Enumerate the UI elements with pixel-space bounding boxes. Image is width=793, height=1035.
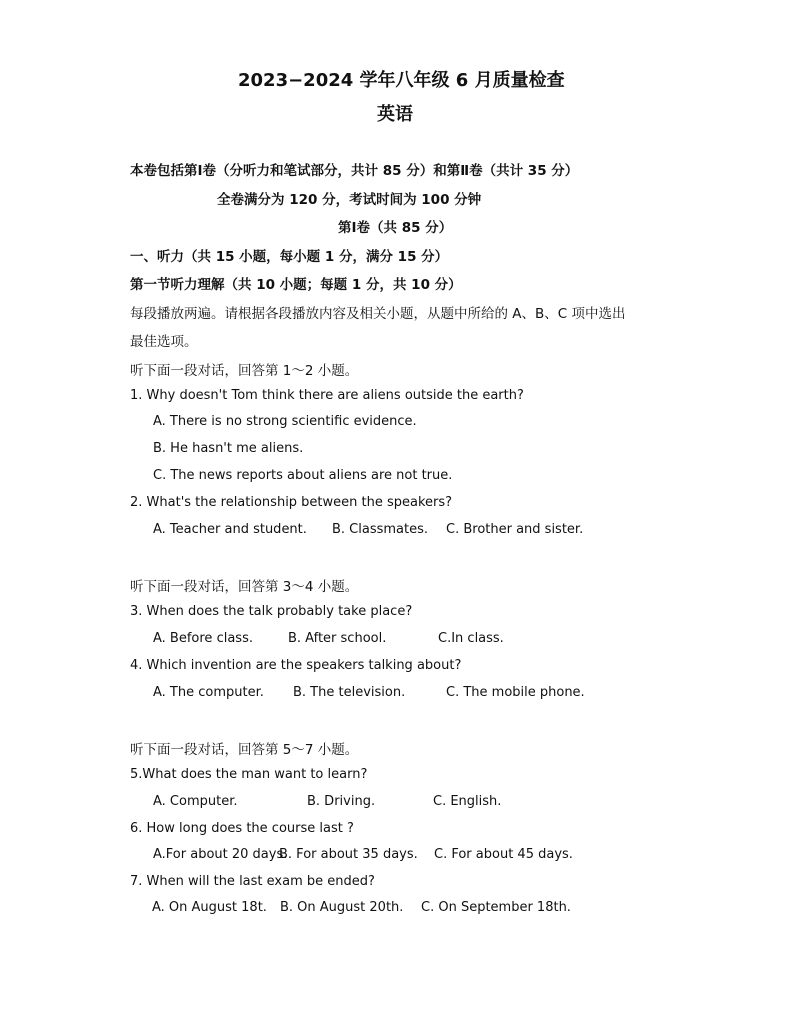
- part-1-heading: 第一节听力理解（共 10 小题；每题 1 分，共 10 分）: [130, 277, 462, 293]
- question-3-option-c: C.In class.: [438, 631, 504, 646]
- question-4-option-b: B. The television.: [293, 685, 406, 700]
- group-1-prompt: 听下面一段对话，回答第 1～2 小题。: [130, 363, 359, 379]
- question-1-option-a: A. There is no strong scientific evidence.: [153, 414, 417, 429]
- question-6-option-c: C. For about 45 days.: [434, 847, 573, 862]
- question-2-option-b: B. Classmates.: [332, 522, 429, 537]
- question-5: 5.What does the man want to learn?: [130, 767, 368, 782]
- instructions-line-2: 最佳选项。: [130, 334, 198, 350]
- question-1: 1. Why doesn't Tom think there are aliens outside the earth?: [130, 388, 524, 403]
- question-6-option-a: A.For about 20 days.: [153, 847, 288, 862]
- question-1-option-b: B. He hasn't me aliens.: [153, 441, 304, 456]
- question-3-option-a: A. Before class.: [153, 631, 253, 646]
- question-5-option-b: B. Driving.: [307, 794, 376, 809]
- question-6: 6. How long does the course last ?: [130, 821, 354, 836]
- group-3-prompt: 听下面一段对话，回答第 5～7 小题。: [130, 742, 359, 758]
- question-7-option-b: B. On August 20th.: [280, 900, 404, 915]
- question-2-option-c: C. Brother and sister.: [446, 522, 584, 537]
- question-2-option-a: A. Teacher and student.: [153, 522, 307, 537]
- question-5-option-c: C. English.: [433, 794, 502, 809]
- group-2-prompt: 听下面一段对话，回答第 3～4 小题。: [130, 579, 359, 595]
- subject-title: 英语: [377, 104, 413, 125]
- question-2: 2. What's the relationship between the speakers?: [130, 495, 453, 510]
- question-4: 4. Which invention are the speakers talking about?: [130, 658, 462, 673]
- question-3-option-b: B. After school.: [288, 631, 387, 646]
- question-6-option-b: B. For about 35 days.: [279, 847, 418, 862]
- intro-line-1: 本卷包括第Ⅰ卷（分听力和笔试部分，共计 85 分）和第Ⅱ卷（共计 35 分）: [130, 163, 579, 179]
- question-4-option-c: C. The mobile phone.: [446, 685, 585, 700]
- instructions-line-1: 每段播放两遍。请根据各段播放内容及相关小题，从题中所给的 A、B、C 项中选出: [130, 306, 626, 322]
- section-heading: 一、听力（共 15 小题，每小题 1 分，满分 15 分）: [130, 249, 449, 265]
- exam-title: 2023−2024 学年八年级 6 月质量检查: [238, 70, 565, 91]
- question-1-option-c: C. The news reports about aliens are not true.: [153, 468, 453, 483]
- question-7-option-c: C. On September 18th.: [421, 900, 571, 915]
- question-5-option-a: A. Computer.: [153, 794, 238, 809]
- volume-1-heading: 第Ⅰ卷（共 85 分）: [338, 220, 453, 236]
- question-3: 3. When does the talk probably take place?: [130, 604, 413, 619]
- intro-line-2: 全卷满分为 120 分，考试时间为 100 分钟: [217, 192, 482, 208]
- question-7: 7. When will the last exam be ended?: [130, 874, 375, 889]
- question-7-option-a: A. On August 18t.: [152, 900, 267, 915]
- question-4-option-a: A. The computer.: [153, 685, 264, 700]
